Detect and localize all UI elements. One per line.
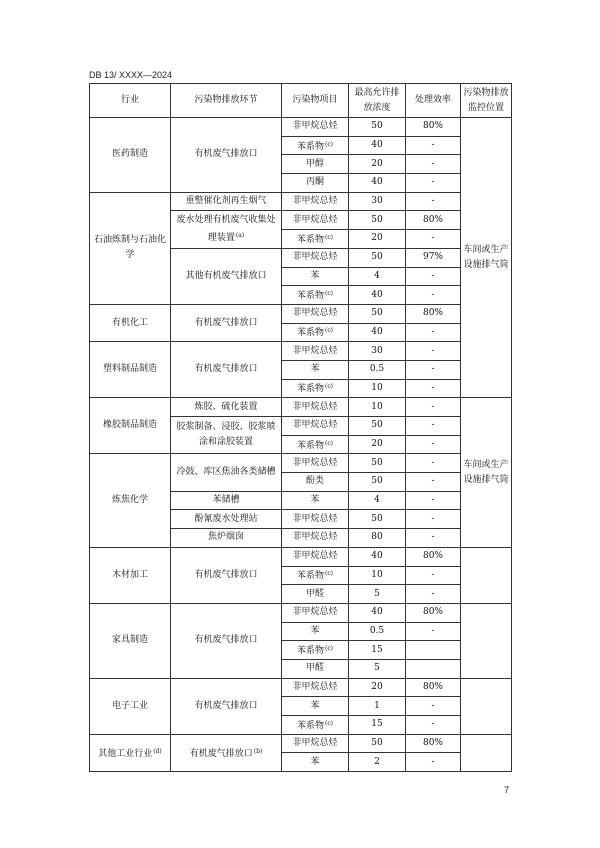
efficiency-cell: -	[406, 622, 461, 641]
pollutant-name: 酚类	[305, 476, 324, 487]
emission-stage-cell	[171, 192, 282, 211]
efficiency-cell: -	[406, 323, 461, 342]
footnote-marker: (c)	[324, 383, 334, 391]
efficiency-cell: 80%	[406, 547, 461, 566]
pollutant-name: 非甲烷总烃	[292, 121, 338, 132]
pollutant-cell	[282, 716, 349, 735]
pollutant-name: 甲醇	[305, 158, 324, 169]
efficiency-cell: 80%	[406, 118, 461, 137]
emission-stage-cell	[171, 211, 282, 248]
efficiency-cell: -	[406, 267, 461, 286]
pollutant-cell	[282, 454, 349, 473]
efficiency-cell: -	[406, 753, 461, 772]
pollutant-name: 非甲烷总烃	[292, 196, 338, 207]
emission-stage-name: 有机废气排放口	[194, 317, 258, 328]
footnote-marker: (d)	[153, 747, 162, 755]
emission-stage-cell	[171, 510, 282, 529]
industry-name: 炼焦化学	[111, 495, 148, 506]
industry-cell	[90, 342, 171, 398]
efficiency-cell: -	[406, 417, 461, 436]
limit-cell: 50	[349, 118, 406, 137]
limit-cell: 50	[349, 454, 406, 473]
monitor-location-cell	[461, 603, 512, 678]
pollutant-name: 非甲烷总烃	[292, 308, 338, 319]
emission-stage-name: 苯储槽	[212, 495, 240, 506]
pollutant-cell	[282, 566, 349, 585]
table-row	[90, 678, 512, 697]
pollutant-name: 苯	[310, 625, 320, 636]
emission-stage-name: 有机废气排放口	[194, 569, 258, 580]
table-row	[90, 547, 512, 566]
limit-cell: 10	[349, 379, 406, 398]
pollutant-cell	[282, 323, 349, 342]
efficiency-cell: -	[406, 566, 461, 585]
pollutant-cell	[282, 473, 349, 492]
industry-cell	[90, 678, 171, 734]
pollutant-cell	[282, 547, 349, 566]
limit-cell: 4	[349, 267, 406, 286]
footnote-marker: (a)	[235, 232, 245, 240]
efficiency-cell: 97%	[406, 248, 461, 267]
emission-stage-cell	[171, 603, 282, 678]
emission-stage-name: 有机废气排放口	[194, 364, 258, 375]
emission-stage-name: 重整催化剂再生烟气	[185, 196, 267, 207]
emission-stage-name: 其他有机废气排放口	[185, 270, 267, 281]
emission-stage-name: 酚氰废水处理站	[194, 513, 258, 524]
industry-cell	[90, 398, 171, 454]
pollutant-name: 苯系物	[296, 328, 324, 339]
industry-cell	[90, 118, 171, 193]
limit-cell: 5	[349, 585, 406, 604]
pollutant-name: 非甲烷总烃	[292, 345, 338, 356]
pollutant-name: 苯系物	[296, 291, 324, 302]
emission-stage-cell	[171, 454, 282, 491]
pollutant-cell	[282, 211, 349, 230]
pollutant-cell	[282, 734, 349, 753]
limit-cell: 4	[349, 491, 406, 510]
limit-cell: 10	[349, 398, 406, 417]
efficiency-cell: 80%	[406, 734, 461, 753]
pollutant-name: 苯	[310, 270, 320, 281]
limit-cell: 2	[349, 753, 406, 772]
industry-cell	[90, 304, 171, 341]
pollutant-name: 苯系物	[296, 720, 324, 731]
monitor-location-cell: 车间或生产设施排气筒	[461, 398, 512, 548]
efficiency-cell: -	[406, 716, 461, 735]
industry-name: 石油炼制与石油化学	[93, 235, 166, 261]
pollutant-name: 甲醛	[305, 663, 324, 674]
pollutant-name: 丙酮	[305, 177, 324, 188]
header-max-concentration: 最高允许排放浓度	[349, 84, 406, 118]
pollutant-cell	[282, 641, 349, 660]
pollutant-cell	[282, 417, 349, 436]
footnote-marker: (c)	[324, 439, 334, 447]
monitor-location-cell	[461, 734, 512, 771]
footnote-marker: (c)	[324, 645, 334, 653]
limit-cell: 50	[349, 248, 406, 267]
industry-name: 其他工业行业	[98, 748, 153, 759]
emission-stage-cell	[171, 304, 282, 341]
limit-cell: 40	[349, 174, 406, 193]
industry-name: 家具制造	[111, 635, 148, 646]
efficiency-cell: -	[406, 286, 461, 305]
efficiency-cell: -	[406, 473, 461, 492]
limit-cell: 15	[349, 716, 406, 735]
pollutant-name: 苯	[310, 495, 320, 506]
limit-cell: 15	[349, 641, 406, 660]
footnote-marker: (c)	[324, 233, 334, 241]
pollutant-cell	[282, 174, 349, 193]
industry-cell	[90, 547, 171, 603]
emission-limits-table	[89, 83, 512, 772]
header-monitor-location: 污染物排放监控位置	[461, 84, 512, 118]
limit-cell: 20	[349, 435, 406, 454]
limit-cell: 80	[349, 529, 406, 548]
table-header-row	[90, 84, 512, 118]
efficiency-cell: -	[406, 192, 461, 211]
pollutant-cell	[282, 248, 349, 267]
efficiency-cell: 80%	[406, 603, 461, 622]
limit-cell: 30	[349, 192, 406, 211]
table-row	[90, 734, 512, 753]
footnote-marker: (b)	[253, 747, 263, 755]
pollutant-name: 苯系物	[296, 141, 324, 152]
efficiency-cell: -	[406, 342, 461, 361]
limit-cell: 1	[349, 697, 406, 716]
industry-name: 木材加工	[111, 569, 148, 580]
efficiency-cell: -	[406, 585, 461, 604]
efficiency-cell: -	[406, 454, 461, 473]
emission-stage-cell	[171, 342, 282, 398]
pollutant-cell	[282, 435, 349, 454]
pollutant-name: 苯	[310, 700, 320, 711]
emission-stage-cell	[171, 417, 282, 454]
emission-stage-name: 胶浆制备、浸胶、胶浆喷涂和涂胶装置	[176, 422, 276, 448]
pollutant-name: 非甲烷总烃	[292, 401, 338, 412]
efficiency-cell	[406, 659, 461, 678]
table-row	[90, 192, 512, 211]
emission-stage-cell	[171, 248, 282, 304]
pollutant-name: 非甲烷总烃	[292, 457, 338, 468]
emission-stage-name: 冷鼓、库区焦油各类储槽	[176, 467, 276, 478]
emission-stage-name: 有机废气排放口	[194, 149, 258, 160]
table-row	[90, 603, 512, 622]
emission-stage-cell	[171, 547, 282, 603]
pollutant-cell	[282, 155, 349, 174]
limit-cell: 40	[349, 286, 406, 305]
pollutant-cell	[282, 342, 349, 361]
limit-cell: 50	[349, 417, 406, 436]
industry-name: 塑料制品制造	[102, 364, 157, 375]
pollutant-cell	[282, 118, 349, 137]
pollutant-name: 非甲烷总烃	[292, 420, 338, 431]
pollutant-cell	[282, 267, 349, 286]
footnote-marker: (c)	[324, 140, 334, 148]
limit-cell: 30	[349, 342, 406, 361]
pollutant-name: 苯系物	[296, 571, 324, 582]
table-row	[90, 118, 512, 137]
document-header: DB 13/ XXXX—2024	[89, 70, 173, 80]
emission-stage-name: 有机废气排放口	[189, 748, 253, 759]
table-body	[90, 118, 512, 772]
efficiency-cell: -	[406, 529, 461, 548]
page-number: 7	[504, 785, 510, 795]
emission-stage-cell	[171, 678, 282, 734]
efficiency-cell	[406, 641, 461, 660]
pollutant-name: 苯系物	[296, 440, 324, 451]
limit-cell: 20	[349, 155, 406, 174]
limit-cell: 0.5	[349, 360, 406, 379]
emission-stage-name: 炼胶、硫化装置	[194, 401, 258, 412]
efficiency-cell: -	[406, 155, 461, 174]
footnote-marker: (c)	[324, 327, 334, 335]
limit-cell: 20	[349, 230, 406, 249]
pollutant-cell	[282, 753, 349, 772]
industry-name: 有机化工	[111, 317, 148, 328]
efficiency-cell: -	[406, 398, 461, 417]
efficiency-cell: -	[406, 230, 461, 249]
header-emission-stage: 污染物排放环节	[171, 84, 282, 118]
emission-stage-name: 有机废气排放口	[194, 635, 258, 646]
efficiency-cell: -	[406, 510, 461, 529]
footnote-marker: (c)	[324, 570, 334, 578]
monitor-location-cell: 车间或生产设施排气筒	[461, 118, 512, 398]
efficiency-cell: -	[406, 435, 461, 454]
pollutant-cell	[282, 286, 349, 305]
pollutant-cell	[282, 379, 349, 398]
pollutant-name: 苯	[310, 364, 320, 375]
industry-cell	[90, 734, 171, 771]
footnote-marker: (c)	[324, 290, 334, 298]
pollutant-name: 非甲烷总烃	[292, 532, 338, 543]
limit-cell: 50	[349, 473, 406, 492]
pollutant-name: 非甲烷总烃	[292, 252, 338, 263]
industry-name: 医药制造	[111, 149, 148, 160]
pollutant-name: 非甲烷总烃	[292, 513, 338, 524]
pollutant-cell	[282, 603, 349, 622]
table-row	[90, 454, 512, 473]
efficiency-cell: 80%	[406, 211, 461, 230]
limit-cell: 40	[349, 323, 406, 342]
emission-stage-cell	[171, 529, 282, 548]
industry-cell	[90, 192, 171, 304]
pollutant-cell	[282, 398, 349, 417]
header-industry: 行业	[90, 84, 171, 118]
efficiency-cell: 80%	[406, 678, 461, 697]
efficiency-cell: -	[406, 379, 461, 398]
limit-cell: 10	[349, 566, 406, 585]
limit-cell: 50	[349, 510, 406, 529]
table-row	[90, 304, 512, 323]
pollutant-cell	[282, 192, 349, 211]
monitor-location-cell	[461, 678, 512, 734]
pollutant-cell	[282, 230, 349, 249]
emission-stage-name: 焦炉烟囱	[207, 532, 244, 543]
industry-name: 橡胶制品制造	[102, 420, 157, 431]
industry-cell	[90, 603, 171, 678]
pollutant-cell	[282, 622, 349, 641]
limit-cell: 40	[349, 547, 406, 566]
efficiency-cell: -	[406, 174, 461, 193]
pollutant-name: 苯系物	[296, 234, 324, 245]
table-row	[90, 398, 512, 417]
emission-stage-cell	[171, 118, 282, 193]
efficiency-cell: -	[406, 697, 461, 716]
limit-cell: 20	[349, 678, 406, 697]
pollutant-name: 非甲烷总烃	[292, 738, 338, 749]
monitor-location-cell	[461, 547, 512, 603]
limit-cell: 5	[349, 659, 406, 678]
limit-cell: 50	[349, 304, 406, 323]
header-pollutant: 污染物项目	[282, 84, 349, 118]
pollutant-name: 苯系物	[296, 384, 324, 395]
limit-cell: 40	[349, 136, 406, 155]
emission-stage-cell	[171, 398, 282, 417]
emission-stage-cell	[171, 734, 282, 771]
pollutant-name: 非甲烷总烃	[292, 681, 338, 692]
pollutant-cell	[282, 585, 349, 604]
limit-cell: 50	[349, 211, 406, 230]
limit-cell: 40	[349, 603, 406, 622]
pollutant-name: 甲醛	[305, 588, 324, 599]
pollutant-cell	[282, 510, 349, 529]
limit-cell: 0.5	[349, 622, 406, 641]
efficiency-cell: -	[406, 360, 461, 379]
pollutant-name: 非甲烷总烃	[292, 214, 338, 225]
pollutant-name: 非甲烷总烃	[292, 551, 338, 562]
emission-stage-cell	[171, 491, 282, 510]
pollutant-cell	[282, 697, 349, 716]
pollutant-cell	[282, 678, 349, 697]
efficiency-cell: -	[406, 491, 461, 510]
pollutant-name: 非甲烷总烃	[292, 607, 338, 618]
table-row	[90, 342, 512, 361]
emission-stage-name: 废水处理有机废气收集处理装置	[176, 215, 276, 244]
footnote-marker: (c)	[324, 719, 334, 727]
efficiency-cell: 80%	[406, 304, 461, 323]
header-efficiency: 处理效率	[406, 84, 461, 118]
pollutant-cell	[282, 136, 349, 155]
pollutant-cell	[282, 529, 349, 548]
pollutant-cell	[282, 659, 349, 678]
efficiency-cell: -	[406, 136, 461, 155]
pollutant-cell	[282, 360, 349, 379]
pollutant-name: 苯	[310, 756, 320, 767]
pollutant-cell	[282, 304, 349, 323]
limit-cell: 50	[349, 734, 406, 753]
emission-stage-name: 有机废气排放口	[194, 700, 258, 711]
pollutant-name: 苯系物	[296, 646, 324, 657]
pollutant-cell	[282, 491, 349, 510]
industry-name: 电子工业	[111, 700, 148, 711]
industry-cell	[90, 454, 171, 547]
